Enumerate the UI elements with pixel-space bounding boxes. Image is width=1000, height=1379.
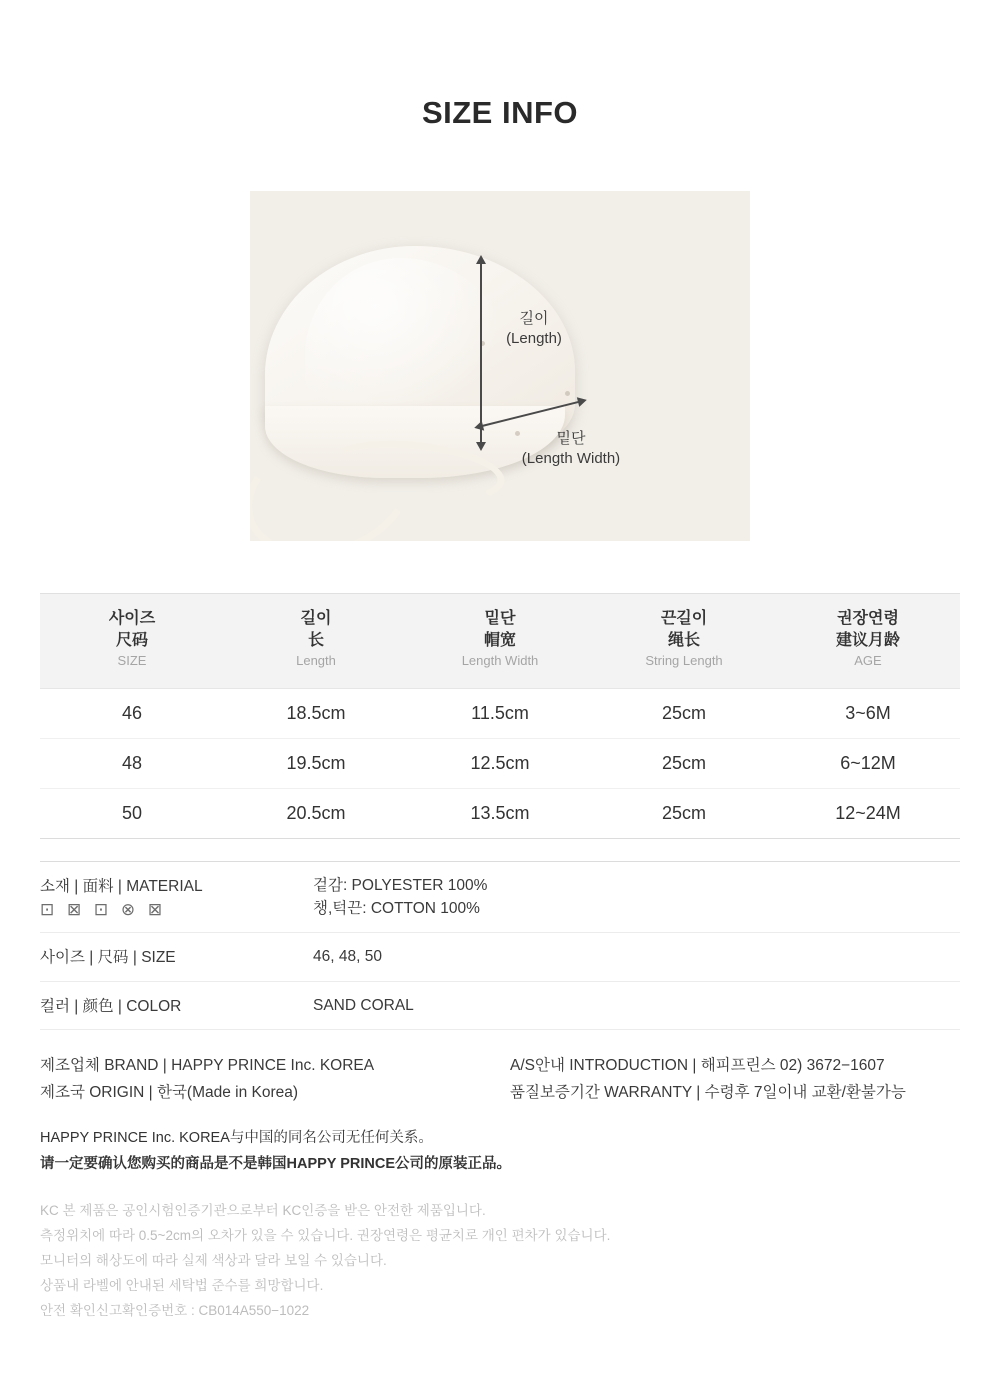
spec-key-material-text: 소재 | 面料 | MATERIAL (40, 877, 203, 895)
size-table-col-length-width (408, 594, 592, 689)
size-table-col-string-length (592, 594, 776, 689)
header-cn: 建议月龄 (835, 631, 900, 649)
brand-line: 제조업체 BRAND | HAPPY PRINCE Inc. KOREA (40, 1056, 375, 1074)
spec-row-color (40, 981, 960, 1029)
material-brim-strap: 챙,턱끈: COTTON 100% (313, 900, 480, 918)
length-annotation-en: (Length) (506, 330, 562, 348)
kc-certification-line (40, 1199, 960, 1224)
spec-value-material (295, 861, 960, 933)
cell-age: 3~6M (776, 688, 960, 738)
cell-size: 50 (40, 788, 224, 838)
size-table-col-age (776, 594, 960, 689)
cell-length-width: 11.5cm (408, 688, 592, 738)
table-row (40, 688, 960, 738)
header-en: String Length (645, 653, 723, 669)
header-cn: 尺码 (115, 631, 148, 649)
cell-size: 48 (40, 738, 224, 788)
header-kr: 길이 (300, 610, 332, 627)
chinese-notice-line1: HAPPY PRINCE Inc. KOREA与中国的同名公司无任何关系。 (40, 1130, 433, 1147)
size-table-col-size (40, 594, 224, 689)
size-table-body (40, 688, 960, 838)
width-annotation-kr: 밑단 (556, 430, 586, 447)
table-row (40, 738, 960, 788)
material-outer: 겉감: POLYESTER 100% (313, 876, 488, 894)
cell-length: 19.5cm (224, 738, 408, 788)
length-annotation (486, 309, 582, 350)
fineprint-block (40, 1199, 960, 1379)
header-en: AGE (854, 653, 882, 669)
length-annotation-kr: 길이 (519, 310, 549, 327)
chinese-notice-line2: 请一定要确认您购买的商品是不是韩国HAPPY PRINCE公司的原装正品。 (40, 1155, 512, 1172)
header-en: SIZE (117, 653, 147, 669)
cell-age: 6~12M (776, 738, 960, 788)
chinese-notice (40, 1126, 960, 1177)
fineprint-line3: 모니터의 해상도에 따라 실제 색상과 달라 보일 수 있습니다. (40, 1252, 387, 1268)
as-line: A/S안내 INTRODUCTION | 해피프린스 02) 3672−1607 (510, 1056, 885, 1074)
length-measure-arrow (480, 263, 482, 443)
brand-info-block (40, 1052, 960, 1106)
cell-string-length: 25cm (592, 788, 776, 838)
spec-value-size: 46, 48, 50 (295, 933, 960, 981)
fineprint-line2: 측정위치에 따라 0.5~2cm의 오차가 있을 수 있습니다. 권장연령은 평균치로 개인 편차가 있습니다. (40, 1227, 611, 1243)
width-annotation (476, 429, 666, 470)
spec-key-color: 컬러 | 颜色 | COLOR (40, 981, 295, 1029)
header-kr: 권장연령 (837, 610, 899, 627)
size-table (40, 593, 960, 839)
spec-key-material (40, 861, 295, 933)
spec-table (40, 861, 960, 1030)
size-table-col-length (224, 594, 408, 689)
header-en: Length (296, 653, 336, 669)
fineprint-line5: 안전 확인신고확인증번호 : CB014A550−1022 (40, 1302, 310, 1318)
header-cn: 帽宽 (483, 631, 516, 649)
fabric-dot (565, 391, 570, 396)
size-table-header-row (40, 594, 960, 689)
spec-key-size: 사이즈 | 尺码 | SIZE (40, 933, 295, 981)
warranty-line: 품질보증기간 WARRANTY | 수령후 7일이내 교환/환불가능 (510, 1084, 906, 1102)
size-table-head (40, 594, 960, 689)
product-measurement-photo (250, 191, 750, 541)
cell-age: 12~24M (776, 788, 960, 838)
cell-size: 46 (40, 688, 224, 738)
kc-icon: KC (40, 1202, 59, 1218)
care-symbols-icon: ⊡ ⊠ ⊡ ⊗ ⊠ (40, 899, 167, 919)
spec-row-material (40, 861, 960, 933)
origin-line: 제조국 ORIGIN | 한국(Made in Korea) (40, 1084, 299, 1102)
cell-length-width: 12.5cm (408, 738, 592, 788)
header-kr: 끈길이 (660, 610, 708, 627)
brand-info-right (500, 1052, 960, 1106)
header-cn: 长 (307, 631, 324, 649)
spec-row-size (40, 933, 960, 981)
cell-string-length: 25cm (592, 738, 776, 788)
header-kr: 밑단 (484, 610, 516, 627)
cell-length: 20.5cm (224, 788, 408, 838)
width-annotation-en: (Length Width) (521, 450, 621, 468)
fineprint-line1: 본 제품은 공인시험인증기관으로부터 KC인증을 받은 안전한 제품입니다. (62, 1202, 486, 1218)
spec-value-color: SAND CORAL (295, 981, 960, 1029)
cell-length-width: 13.5cm (408, 788, 592, 838)
header-kr: 사이즈 (108, 610, 156, 627)
cell-length: 18.5cm (224, 688, 408, 738)
page-title: SIZE INFO (421, 95, 579, 130)
header-cn: 绳长 (667, 631, 700, 649)
brand-info-left (40, 1052, 500, 1106)
cell-string-length: 25cm (592, 688, 776, 738)
fineprint-line4: 상품내 라벨에 안내된 세탁법 준수를 희망합니다. (40, 1277, 324, 1293)
header-en: Length Width (461, 653, 539, 669)
table-row (40, 788, 960, 838)
